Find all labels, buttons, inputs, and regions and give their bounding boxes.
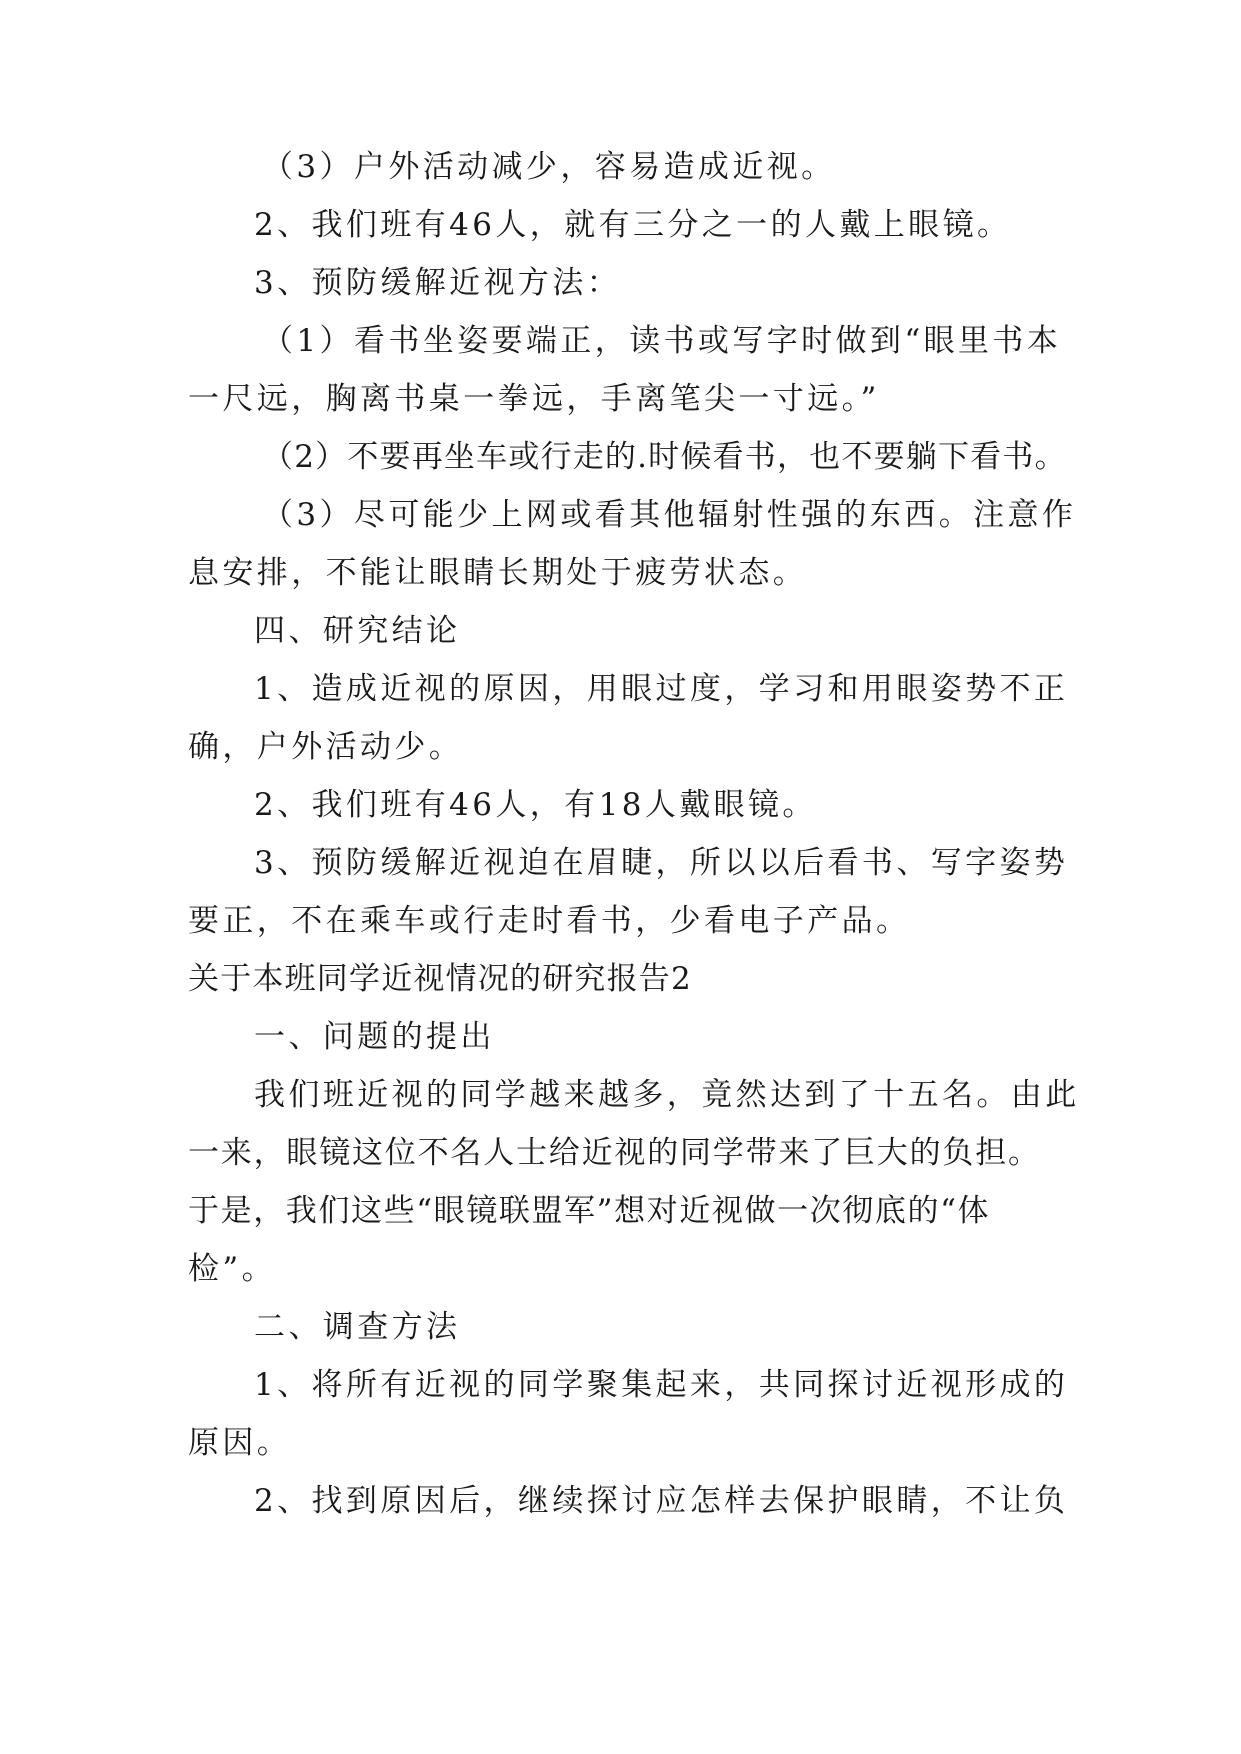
paragraph-line: 一尺远，胸离书桌一拳远，手离笔尖一寸远。” xyxy=(188,381,880,417)
paragraph-line: 要正，不在乘车或行走时看书，少看电子产品。 xyxy=(188,903,911,939)
paragraph-line: 3、预防缓解近视方法： xyxy=(254,265,622,301)
section-heading: 二、调查方法 xyxy=(254,1309,461,1345)
section-heading: 四、研究结论 xyxy=(254,613,461,649)
paragraph-line: （2）不要再坐车或行走的.时候看书，也不要躺下看书。 xyxy=(262,439,1067,475)
paragraph-line: 原因。 xyxy=(188,1425,292,1461)
paragraph-line: 2、我们班有46人，有18人戴眼镜。 xyxy=(254,787,817,823)
paragraph-line: （1）看书坐姿要端正，读书或写字时做到“眼里书本 xyxy=(262,323,1062,359)
report-title: 关于本班同学近视情况的研究报告2 xyxy=(188,961,692,997)
paragraph-line: 1、将所有近视的同学聚集起来，共同探讨近视形成的 xyxy=(254,1367,1069,1403)
section-heading: 一、问题的提出 xyxy=(254,1019,495,1055)
paragraph-line: 确，户外活动少。 xyxy=(188,729,464,765)
paragraph-line: （3）尽可能少上网或看其他辐射性强的东西。注意作 xyxy=(262,497,1077,533)
paragraph-line: （3）户外活动减少，容易造成近视。 xyxy=(262,149,836,185)
paragraph-line: 息安排，不能让眼睛长期处于疲劳状态。 xyxy=(188,555,808,591)
paragraph-line: 1、造成近视的原因，用眼过度，学习和用眼姿势不正 xyxy=(254,671,1069,707)
paragraph-line: 2、找到原因后，继续探讨应怎样去保护眼睛，不让负 xyxy=(254,1483,1069,1519)
paragraph-line: 检”。 xyxy=(188,1251,277,1287)
paragraph-line: 3、预防缓解近视迫在眉睫，所以以后看书、写字姿势 xyxy=(254,845,1069,881)
paragraph-line: 2、我们班有46人，就有三分之一的人戴上眼镜。 xyxy=(254,207,1012,243)
paragraph-line: 我们班近视的同学越来越多，竟然达到了十五名。由此 xyxy=(254,1077,1080,1113)
paragraph-line: 一来，眼镜这位不名人士给近视的同学带来了巨大的负担。 xyxy=(188,1135,1041,1171)
paragraph-line: 于是，我们这些“眼镜联盟军”想对近视做一次彻底的“体 xyxy=(188,1193,991,1229)
